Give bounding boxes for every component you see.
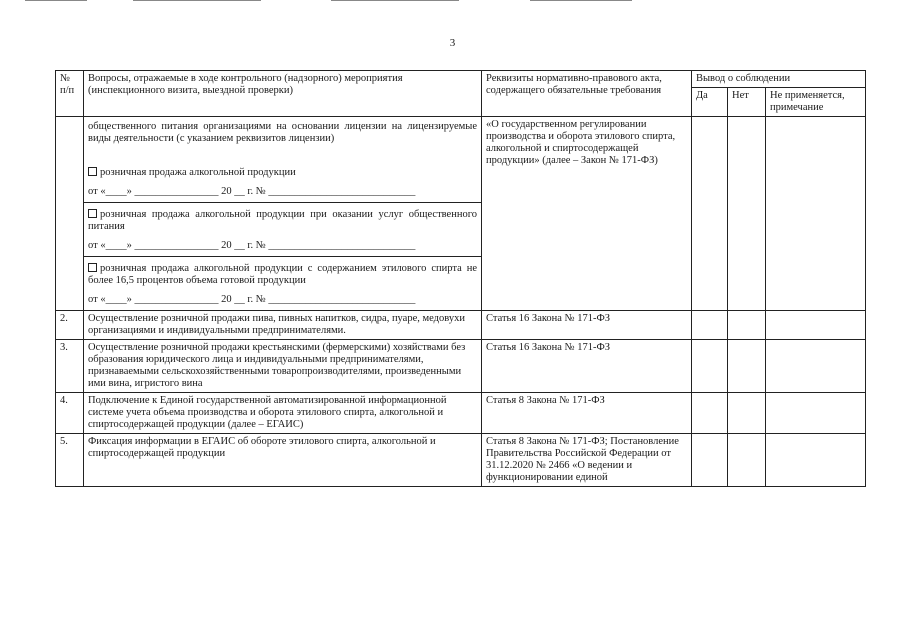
requisite-cell: Статья 16 Закона № 171-ФЗ <box>482 311 692 340</box>
requisite-cell: Статья 8 Закона № 171-ФЗ; Постановление Правительства Российской Федерации от 31.12.2020 № 2466 «О ведении и функционировании единой <box>482 434 692 487</box>
license-date-line: от «____» ________________ 20 __ г. № ____________________________ <box>88 240 416 251</box>
question-cell <box>84 117 482 311</box>
answer-yes-cell[interactable] <box>692 340 728 393</box>
top-rule-3 <box>331 0 459 1</box>
row-number: 2. <box>56 311 84 340</box>
question-cell: Подключение к Единой государственной автоматизированной информационной системе учета объема производства и оборота этилового спирта, алкогольной и спиртосодержащей продукции (далее – ЕГАИС) <box>84 393 482 434</box>
license-intro: общественного питания организациями на основании лицензии на лицензируемые виды деятельности (с указанием реквизитов лицензии) <box>88 121 477 144</box>
answer-no-cell[interactable] <box>728 393 766 434</box>
table-row <box>56 117 866 311</box>
license-option-3[interactable]: розничная продажа алкогольной продукции с содержанием этилового спирта не более 16,5 процентов объема готовой продукции <box>88 263 477 286</box>
question-cell: Осуществление розничной продажи крестьянскими (фермерскими) хозяйствами без образования юридического лица и индивидуальными предпринимателями, признаваемыми сельскохозяйственными товаропроизводителями, произведенными ими вина, игристого вина <box>84 340 482 393</box>
header-not-applicable: Не применяется, примечание <box>766 88 866 117</box>
row-number <box>56 117 84 311</box>
question-cell: Осуществление розничной продажи пива, пивных напитков, сидра, пуаре, медовухи организациями и индивидуальными предпринимателями. <box>84 311 482 340</box>
checkbox-icon[interactable] <box>88 209 97 218</box>
answer-yes-cell[interactable] <box>692 434 728 487</box>
table-row <box>56 311 866 340</box>
answer-no-cell[interactable] <box>728 117 766 311</box>
note-cell[interactable] <box>766 311 866 340</box>
answer-yes-cell[interactable] <box>692 311 728 340</box>
note-cell[interactable] <box>766 434 866 487</box>
header-number: № п/п <box>56 71 84 117</box>
header-no: Нет <box>728 88 766 117</box>
header-row <box>56 71 866 88</box>
requisite-cell: «О государственном регулировании производства и оборота этилового спирта, алкогольной и спиртосодержащей продукции» (далее – Закон № 171-ФЗ) <box>482 117 692 311</box>
row-number: 3. <box>56 340 84 393</box>
question-cell: Фиксация информации в ЕГАИС об обороте этилового спирта, алкогольной и спиртосодержащей продукции <box>84 434 482 487</box>
header-yes: Да <box>692 88 728 117</box>
answer-no-cell[interactable] <box>728 434 766 487</box>
row-number: 4. <box>56 393 84 434</box>
header-questions: Вопросы, отражаемые в ходе контрольного (надзорного) мероприятия (инспекционного визита, выездной проверки) <box>84 71 482 117</box>
license-block-1 <box>84 117 481 203</box>
table-row <box>56 434 866 487</box>
note-cell[interactable] <box>766 393 866 434</box>
requisite-cell: Статья 16 Закона № 171-ФЗ <box>482 340 692 393</box>
answer-yes-cell[interactable] <box>692 117 728 311</box>
checklist-table <box>55 70 866 487</box>
license-block-3 <box>84 257 481 310</box>
answer-no-cell[interactable] <box>728 340 766 393</box>
top-rule-4 <box>530 0 632 1</box>
table-row <box>56 393 866 434</box>
table-row <box>56 340 866 393</box>
checkbox-icon[interactable] <box>88 167 97 176</box>
page-number: 3 <box>449 37 456 49</box>
top-rule-1 <box>25 0 87 1</box>
top-rule-2 <box>133 0 261 1</box>
license-block-2 <box>84 203 481 257</box>
row-number: 5. <box>56 434 84 487</box>
header-requisites: Реквизиты нормативно-правового акта, содержащего обязательные требования <box>482 71 692 117</box>
header-conclusion: Вывод о соблюдении <box>692 71 866 88</box>
note-cell[interactable] <box>766 117 866 311</box>
license-date-line: от «____» ________________ 20 __ г. № ____________________________ <box>88 294 416 305</box>
requisite-cell: Статья 8 Закона № 171-ФЗ <box>482 393 692 434</box>
license-date-line: от «____» ________________ 20 __ г. № ____________________________ <box>88 186 416 197</box>
answer-no-cell[interactable] <box>728 311 766 340</box>
checkbox-icon[interactable] <box>88 263 97 272</box>
note-cell[interactable] <box>766 340 866 393</box>
license-option-1[interactable]: розничная продажа алкогольной продукции <box>88 167 477 179</box>
answer-yes-cell[interactable] <box>692 393 728 434</box>
license-option-2[interactable]: розничная продажа алкогольной продукции при оказании услуг общественного питания <box>88 209 477 232</box>
